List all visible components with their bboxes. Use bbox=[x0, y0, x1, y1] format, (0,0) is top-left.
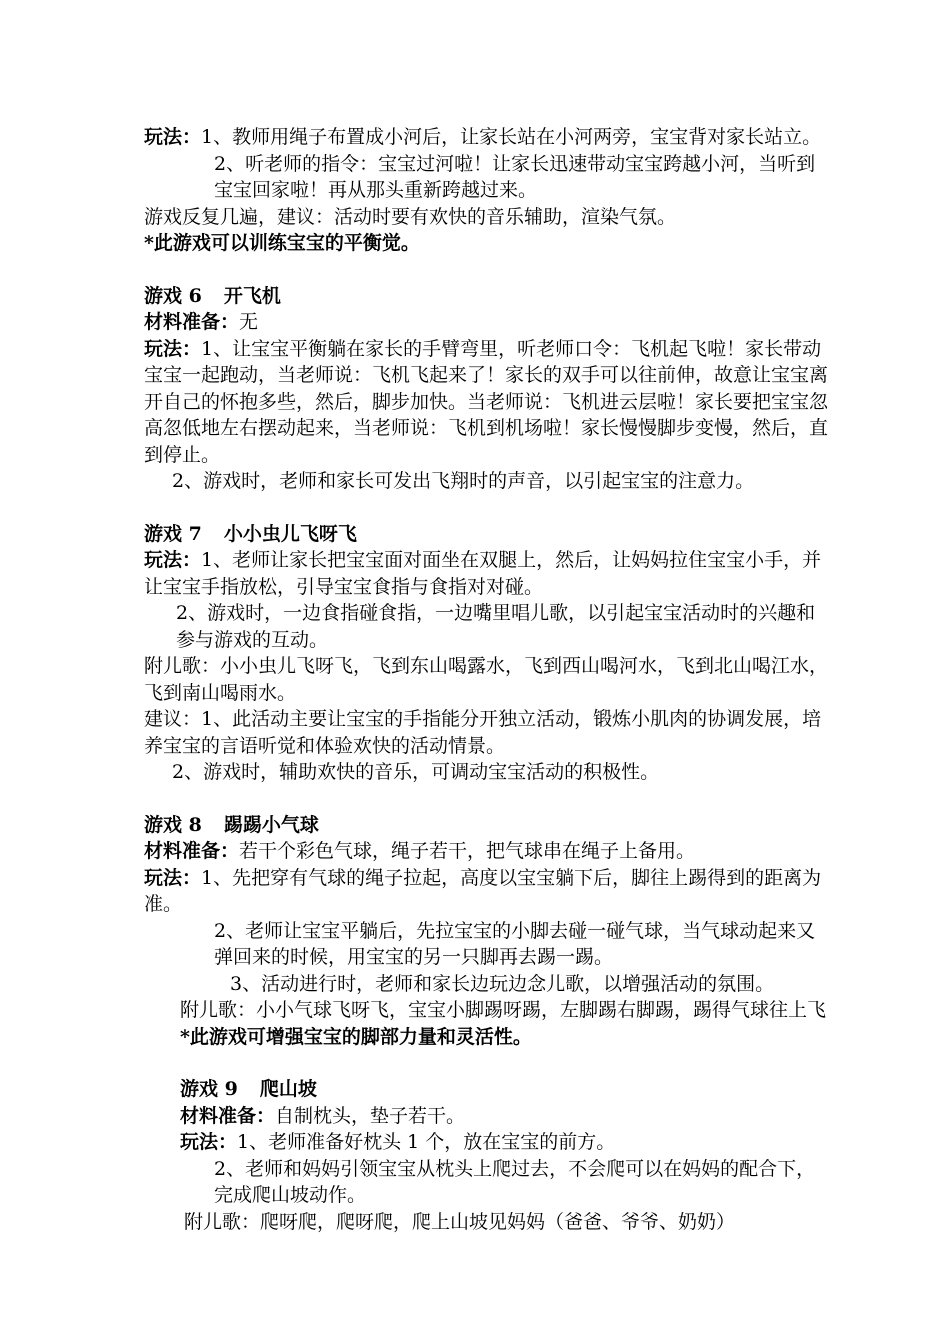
spacer bbox=[144, 1050, 834, 1076]
material-text: 自制枕头，垫子若干。 bbox=[275, 1104, 466, 1127]
advice-text: 2、游戏时，辅助欢快的音乐，可调动宝宝活动的积极性。 bbox=[172, 761, 660, 783]
play-step: 2、游戏时，一边食指碰食指，一边嘴里唱儿歌，以引起宝宝活动时的兴趣和参与游戏的互动。 bbox=[176, 602, 816, 651]
material-label: 材料准备： bbox=[144, 311, 240, 333]
document-page bbox=[144, 124, 834, 1235]
game-note: *此游戏可增强宝宝的脚部力量和灵活性。 bbox=[180, 1025, 532, 1048]
play-step: 2、老师和妈妈引领宝宝从枕头上爬过去，不会爬可以在妈妈的配合下，完成爬山坡动作。 bbox=[214, 1157, 816, 1206]
paragraph bbox=[144, 547, 834, 600]
play-step: 1、教师用绳子布置成小河后，让家长站在小河两旁，宝宝背对家长站立。 bbox=[201, 126, 822, 148]
game-number: 游戏 9 bbox=[180, 1078, 238, 1100]
play-step: 3、活动进行时，老师和家长边玩边念儿歌，以增强活动的氛围。 bbox=[230, 972, 775, 995]
song-text: 附儿歌：小小气球飞呀飞，宝宝小脚踢呀踢，左脚踢右脚踢，踢得气球往上飞 bbox=[180, 999, 827, 1021]
material-text: 若干个彩色气球，绳子若干，把气球串在绳子上备用。 bbox=[239, 840, 696, 862]
play-step: 2、老师让宝宝平躺后，先拉宝宝的小脚去碰一碰气球，当气球动起来又弹回来的时候，用宝宝的另一只脚再去踢一踢。 bbox=[214, 919, 816, 968]
paragraph bbox=[144, 1129, 834, 1156]
play-step: 2、听老师的指令：宝宝过河啦！让家长迅速带动宝宝跨越小河，当听到宝宝回家啦！再从那头重新跨越过来。 bbox=[214, 152, 816, 201]
play-step: 1、老师让家长把宝宝面对面坐在双腿上，然后，让妈妈拉住宝宝小手，并让宝宝手指放松，引导宝宝食指与食指对对碰。 bbox=[144, 549, 822, 598]
play-step: 2、游戏时，老师和家长可发出飞翔时的声音，以引起宝宝的注意力。 bbox=[172, 470, 755, 492]
material-label: 材料准备： bbox=[144, 840, 240, 862]
game-name: 爬山坡 bbox=[259, 1078, 317, 1100]
material-label: 材料准备： bbox=[180, 1104, 276, 1127]
play-label: 玩法： bbox=[144, 549, 202, 571]
paragraph bbox=[144, 1103, 834, 1130]
game-note: *此游戏可以训练宝宝的平衡觉。 bbox=[144, 232, 420, 254]
spacer bbox=[144, 786, 834, 812]
paragraph bbox=[144, 865, 834, 918]
game-title bbox=[144, 812, 834, 839]
game-title bbox=[144, 1076, 834, 1103]
spacer bbox=[144, 495, 834, 521]
play-label: 玩法： bbox=[144, 866, 202, 889]
paragraph bbox=[144, 309, 834, 336]
play-label: 玩法： bbox=[180, 1131, 238, 1153]
game-number: 游戏 6 bbox=[144, 284, 202, 307]
game-name: 开飞机 bbox=[223, 284, 281, 307]
play-label: 玩法： bbox=[144, 337, 202, 360]
paragraph bbox=[144, 838, 834, 865]
game-number: 游戏 8 bbox=[144, 813, 202, 836]
spacer bbox=[144, 257, 834, 283]
game-number: 游戏 7 bbox=[144, 522, 202, 545]
game-name: 踢踢小气球 bbox=[223, 813, 319, 836]
paragraph bbox=[144, 336, 834, 469]
play-step: 1、先把穿有气球的绳子拉起，高度以宝宝躺下后，脚往上踢得到的距离为准。 bbox=[144, 866, 822, 915]
material-text: 无 bbox=[239, 311, 259, 333]
paragraph bbox=[144, 124, 834, 151]
play-step: 1、老师准备好枕头 1 个，放在宝宝的前方。 bbox=[237, 1131, 616, 1153]
game-title bbox=[144, 283, 834, 310]
game-title bbox=[144, 521, 834, 548]
advice-text: 建议：1、此活动主要让宝宝的手指能分开独立活动，锻炼小肌肉的协调发展，培养宝宝的言语听觉和体验欢快的活动情景。 bbox=[144, 708, 822, 757]
paragraph: 游戏反复几遍，建议：活动时要有欢快的音乐辅助，渲染气氛。 bbox=[144, 205, 677, 228]
play-label: 玩法： bbox=[144, 126, 202, 148]
song-text: 附儿歌：小小虫儿飞呀飞，飞到东山喝露水，飞到西山喝河水，飞到北山喝江水，飞到南山喝雨水。 bbox=[144, 655, 829, 704]
game-name: 小小虫儿飞呀飞 bbox=[223, 522, 357, 545]
play-step: 1、让宝宝平衡躺在家长的手臂弯里，听老师口令：飞机起飞啦！家长带动宝宝一起跑动，当老师说：飞机飞起来了！家长的双手可以往前伸，故意让宝宝离开自己的怀抱多些，然后，脚步加快。当老师说：飞机进云层啦！家长要把宝宝忽高忽低地左右摆动起来，当老师说：飞机到机场啦！家长慢慢脚步变慢，然后，直到停止。 bbox=[144, 337, 829, 466]
song-text: 附儿歌：爬呀爬，爬呀爬，爬上山坡见妈妈（爸爸、爷爷、奶奶） bbox=[184, 1210, 736, 1233]
